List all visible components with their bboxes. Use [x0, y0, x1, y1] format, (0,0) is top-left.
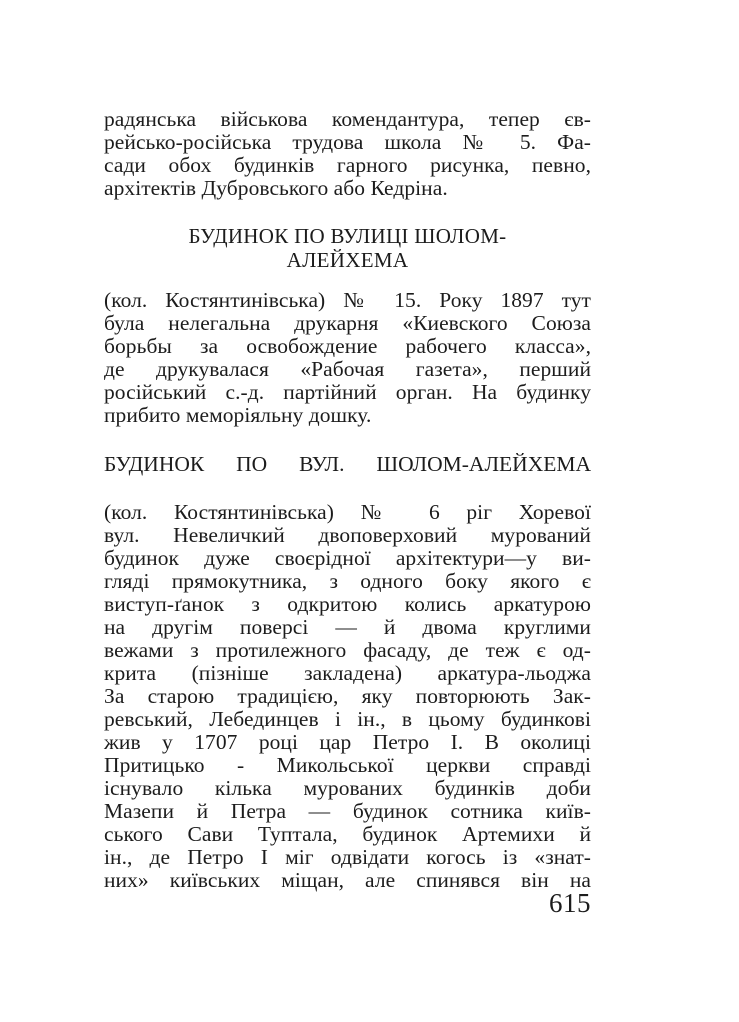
text-line: ін., де Петро І міг одвідати когось із «знат-	[104, 845, 591, 869]
paragraph-1	[104, 289, 591, 427]
text-line: архітектів Дубровського або Кедріна.	[104, 176, 448, 200]
text-line: гляді прямокутника, з одного боку якого є	[104, 569, 591, 593]
text-line: жив у 1707 році цар Петро І. В околиці	[104, 730, 591, 754]
text-line: них» київських міщан, але спинявся він на	[104, 868, 591, 892]
paragraph-2	[104, 501, 591, 892]
heading-line: БУДИНОК ПО ВУЛИЦІ ШОЛОМ-	[188, 224, 507, 248]
text-line: на другім поверсі — й двома круглими	[104, 615, 591, 639]
section-heading-2: БУДИНОК ПО ВУЛ. ШОЛОМ-АЛЕЙХЕМА	[104, 452, 591, 476]
paragraph-intro	[104, 108, 591, 200]
text-line: (кол. Костянтинівська) № 6 ріг Хоревої	[104, 500, 591, 524]
page-number: 615	[549, 888, 591, 918]
spacer	[104, 200, 591, 224]
text-line: прибито меморіяльну дошку.	[104, 403, 372, 427]
section-heading-1	[104, 224, 591, 272]
text-line: де друкувалася «Рабочая газета», перший	[104, 357, 591, 381]
text-line: крита (пізніше закладена) аркатура-льоджа	[104, 661, 591, 685]
spacer	[104, 476, 591, 501]
text-line: радянська військова комендантура, тепер єв-	[104, 107, 591, 131]
text-line: рейсько-російська трудова школа № 5. Фа-	[104, 130, 591, 154]
spacer	[104, 427, 591, 452]
text-line: будинок дуже своєрідної архітектури—у ви-	[104, 546, 591, 570]
text-line: ревський, Лебединцев і ін., в цьому будинкові	[104, 707, 591, 731]
text-line: Мазепи й Петра — будинок сотника київ-	[104, 799, 591, 823]
text-line: За старою традицією, яку повторюють Зак-	[104, 684, 591, 708]
spacer	[104, 272, 591, 289]
text-line: була нелегальна друкарня «Киевского Союза	[104, 311, 591, 335]
text-line: Притицько - Микольської церкви справді	[104, 753, 591, 777]
heading-line: АЛЕЙХЕМА	[286, 248, 409, 272]
text-line: вул. Невеличкий двоповерховий мурований	[104, 523, 591, 547]
text-line: (кол. Костянтинівська) № 15. Року 1897 тут	[104, 288, 591, 312]
text-line: ського Сави Туптала, будинок Артемихи й	[104, 822, 591, 846]
page-text-column	[104, 108, 591, 892]
text-line: сади обох будинків гарного рисунка, певно,	[104, 153, 591, 177]
text-line: вежами з протилежного фасаду, де теж є од-	[104, 638, 591, 662]
text-line: російський с.-д. партійний орган. На будинку	[104, 380, 591, 404]
text-line: існувало кілька мурованих будинків доби	[104, 776, 591, 800]
text-line: виступ-ґанок з одкритою колись аркатурою	[104, 592, 591, 616]
text-line: борьбы за освобождение рабочего класса»,	[104, 334, 591, 358]
